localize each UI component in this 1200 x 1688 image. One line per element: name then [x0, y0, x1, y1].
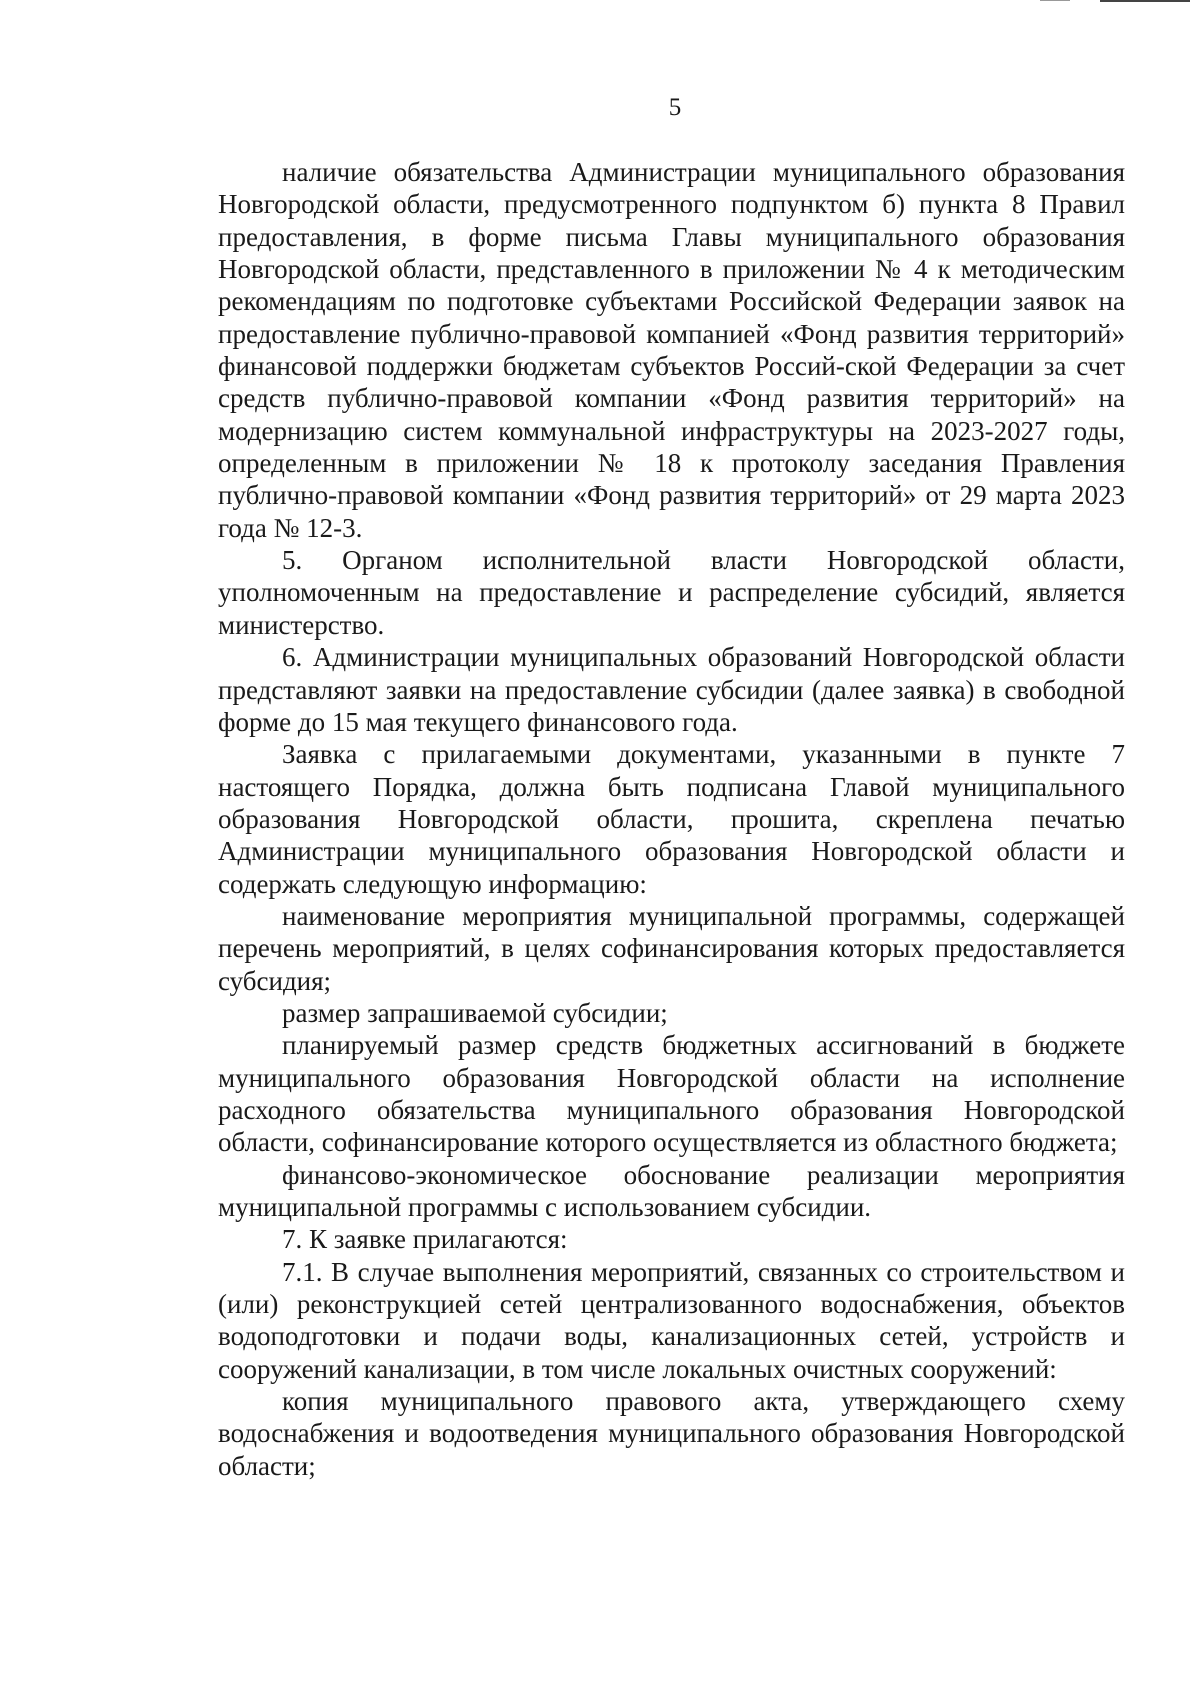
scan-artifact [1100, 0, 1190, 2]
paragraph-item-7: 7. К заявке прилагаются: [282, 1224, 568, 1255]
paragraph-application-requirements: Заявка с прилагаемыми документами, указанными в пункте 7 настоящего Порядка, должна быть подписана Главой муниципального образования Новгородской области, прошита, скреплена печатью Администрации муниципального образования Новгородской области и содержать следующую информацию: [218, 739, 1125, 899]
scan-artifact [1040, 0, 1070, 1]
paragraph-economic-justification: финансово-экономическое обоснование реализации мероприятия муниципальной программы с использованием субсидии. [218, 1159, 1125, 1222]
paragraph-budget-allocation: планируемый размер средств бюджетных ассигнований в бюджете муниципального образования Новгородской области на исполнение расходного обязательства муниципального образования Новгородской области, софинансирование которого осуществляется из областного бюджета; [218, 1030, 1125, 1158]
paragraph-legal-act-copy: копия муниципального правового акта, утверждающего схему водоснабжения и водоотведения муниципального образования Новгородской области; [218, 1386, 1125, 1481]
page-number: 5 [668, 94, 682, 121]
paragraph-obligation: наличие обязательства Администрации муниципального образования Новгородской области, предусмотренного подпунктом б) пункта 8 Правил предоставления, в форме письма Главы муниципального образования Новгородской области, представленного в приложении № 4 к методическим рекомендациям по подготовке субъектами Российской Федерации заявок на предоставление публично-правовой компанией «Фонд развития территорий» финансовой поддержки бюджетам субъектов Россий-ской Федерации за счет средств публично-правовой компании «Фонд развития территорий» на модернизацию систем коммунальной инфраструктуры на 2023-2027 годы, определенным в приложении № 18 к протоколу заседания Правления публично-правовой компании «Фонд развития территорий» от 29 марта 2023 года № 12-3. [218, 157, 1125, 543]
paragraph-item-7-1: 7.1. В случае выполнения мероприятий, связанных со строительством и (или) реконструкцией сетей централизованного водоснабжения, объектов водоподготовки и подачи воды, канализационных сетей, устройств и сооружений канализации, в том числе локальных очистных сооружений: [218, 1256, 1125, 1384]
paragraph-item-6: 6. Администрации муниципальных образований Новгородской области представляют заявки на предоставление субсидии (далее заявка) в свободной форме до 15 мая текущего финансового года. [218, 642, 1125, 737]
paragraph-item-5: 5. Органом исполнительной власти Новгородской области, уполномоченным на предоставление и распределение субсидий, является министерство. [218, 545, 1125, 640]
paragraph-activity-name: наименование мероприятия муниципальной программы, содержащей перечень мероприятий, в целях софинансирования которых предоставляется субсидия; [218, 900, 1125, 996]
document-body [218, 156, 1125, 1482]
paragraph-subsidy-size: размер запрашиваемой субсидии; [282, 997, 668, 1028]
